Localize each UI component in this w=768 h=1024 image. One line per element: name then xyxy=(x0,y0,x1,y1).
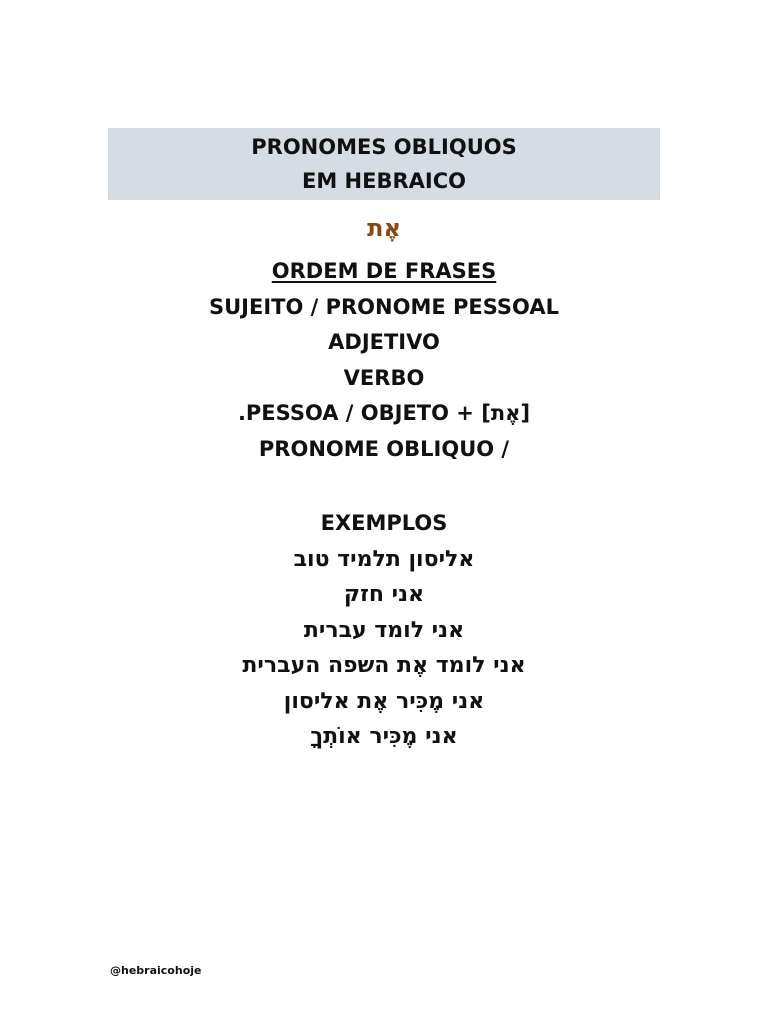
order-line: ADJETIVO xyxy=(328,330,440,354)
order-line: SUJEITO / PRONOME PESSOAL xyxy=(209,294,559,319)
examples-heading: EXEMPLOS xyxy=(320,511,448,535)
title-box xyxy=(108,128,660,200)
example-line: אני לומד אֶת השפה העברית xyxy=(242,653,526,678)
title-line-1: PRONOMES OBLIQUOS xyxy=(251,135,517,159)
example-line: אני חזק xyxy=(343,582,425,607)
order-line: PRONOME OBLIQUO / xyxy=(258,436,510,461)
example-line: אני מֶכִּיר אוֹתְךָ xyxy=(310,724,458,749)
example-line: אליסון תלמיד טוב xyxy=(293,546,475,572)
sentence-order-block xyxy=(0,254,768,467)
order-heading: ORDEM DE FRASES xyxy=(271,259,497,283)
order-line: .PESSOA / OBJETO + [אֶת] xyxy=(237,401,531,425)
title-line-2: EM HEBRAICO xyxy=(302,169,466,193)
example-line: אני מֶכִּיר אֶת אליסון xyxy=(283,688,485,714)
example-line: אני לומד עברית xyxy=(303,617,465,643)
order-line: VERBO xyxy=(343,365,425,390)
examples-block xyxy=(0,506,768,755)
footer-handle: @hebraicohoje xyxy=(110,964,202,977)
accent-hebrew-word: אֶת xyxy=(367,214,401,242)
